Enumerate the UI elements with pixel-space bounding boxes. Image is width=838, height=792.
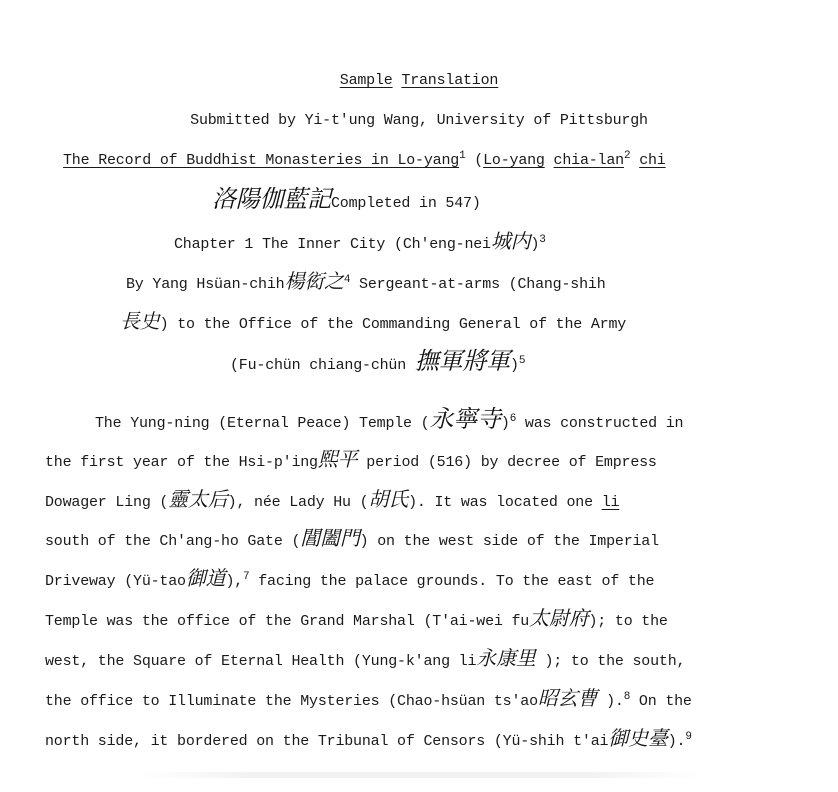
text: ),: [225, 573, 244, 590]
work-title-cjk-line: [212, 185, 481, 214]
footnote-ref: 5: [518, 355, 526, 367]
text: ); to the south,: [535, 653, 686, 670]
text: ): [500, 415, 510, 432]
author-title: Sergeant-at-arms (Chang-shih: [350, 276, 606, 293]
text: was constructed in: [516, 415, 684, 432]
footnote-ref: 6: [509, 413, 517, 425]
text: The Yung-ning (Eternal Peace) Temple (: [95, 415, 430, 432]
completed-date: Completed in 547): [331, 195, 481, 212]
footnote-ref: 4: [343, 274, 351, 286]
cjk-empress: 靈太后: [168, 487, 228, 511]
title-word-translation: Translation: [401, 72, 499, 89]
paragraph-line: [45, 489, 619, 513]
cjk-square: 永康里: [476, 646, 536, 670]
footnote-ref: 3: [539, 234, 546, 246]
text: period (516) by decree of Empress: [357, 454, 657, 471]
paragraph-line: [45, 568, 654, 592]
paragraph-line: [45, 528, 659, 552]
text: ).: [597, 693, 624, 710]
cjk-mysteries: 昭玄曹: [537, 686, 598, 710]
paragraph-line: [45, 648, 685, 672]
bleed-through-text: [140, 772, 700, 778]
work-title: The Record of Buddhist Monasteries in Lo-yang: [63, 152, 460, 169]
paren: ): [530, 236, 540, 253]
text: the first year of the Hsi-p'ing: [45, 454, 318, 471]
text: south of the Ch'ang-ho Gate (: [45, 533, 301, 550]
submitted-by: Submitted by Yi-t'ung Wang, University of Pittsburgh: [190, 112, 648, 129]
text: ).: [667, 733, 686, 750]
footnote-ref: 7: [243, 571, 250, 583]
chapter-label: Chapter 1 The Inner City (Ch'eng-nei: [174, 236, 491, 253]
footnote-ref: 8: [623, 691, 631, 703]
office-romanization: (Fu-chün chiang-chün: [230, 357, 415, 374]
footnote-ref: 2: [623, 150, 631, 162]
cjk-lady-hu: 胡氏: [368, 487, 409, 511]
paragraph-line: [45, 608, 668, 632]
cjk-author: 楊衒之: [284, 269, 344, 293]
footnote-ref: 1: [459, 150, 466, 162]
work-title-line: [63, 151, 666, 171]
cjk-period: 熙平: [317, 447, 358, 471]
text: facing the palace grounds. To the east of the: [249, 573, 655, 590]
cjk-gate: 閶闔門: [300, 526, 360, 550]
author-line-1: [126, 271, 606, 295]
cjk-marshal: 太尉府: [529, 606, 589, 630]
paren: ): [510, 357, 519, 374]
alt-title-1: Lo-yang: [483, 152, 545, 169]
paragraph-line: [45, 449, 657, 473]
paragraph-line: [45, 688, 692, 712]
text: On the: [630, 693, 692, 710]
text: ), née Lady Hu (: [227, 494, 369, 511]
alt-title-3: chi: [639, 152, 666, 169]
text: west, the Square of Eternal Health (Yung-k'ang li: [45, 653, 477, 670]
cjk-temple: 永寧寺: [429, 405, 501, 433]
paren: (: [474, 152, 484, 169]
author-office: ) to the Office of the Commanding General of the Army: [159, 316, 627, 333]
cjk-office: 長史: [120, 309, 160, 333]
paragraph-line: [95, 405, 684, 434]
page-title: [0, 71, 838, 91]
author-line-3: [230, 347, 526, 376]
author-line-2: [120, 311, 626, 335]
text: Temple was the office of the Grand Marshal (T'ai-wei fu: [45, 613, 530, 630]
author-name: By Yang Hsüan-chih: [126, 276, 285, 293]
text: Dowager Ling (: [45, 494, 169, 511]
cjk-censors: 御史臺: [608, 726, 668, 750]
text: ); to the: [588, 613, 668, 630]
cjk-chapter: 城内: [490, 229, 531, 253]
footnote-ref: 9: [685, 731, 692, 743]
text: north side, it bordered on the Tribunal of Censors (Yü-shih t'ai: [45, 733, 609, 750]
text: ) on the west side of the Imperial: [359, 533, 659, 550]
text: ). It was located one: [408, 494, 602, 511]
cjk-title: 洛陽伽藍記: [212, 185, 331, 213]
text: Driveway (Yü-tao: [45, 573, 186, 590]
text: the office to Illuminate the Mysteries (Chao-hsüan ts'ao: [45, 693, 538, 710]
alt-title-2: chia-lan: [553, 152, 624, 169]
cjk-driveway: 御道: [185, 566, 226, 590]
paragraph-line: [45, 728, 692, 752]
cjk-general: 撫軍將軍: [414, 347, 511, 375]
term-li: li: [601, 494, 620, 511]
chapter-heading: [174, 231, 546, 255]
title-word-sample: Sample: [339, 72, 393, 89]
